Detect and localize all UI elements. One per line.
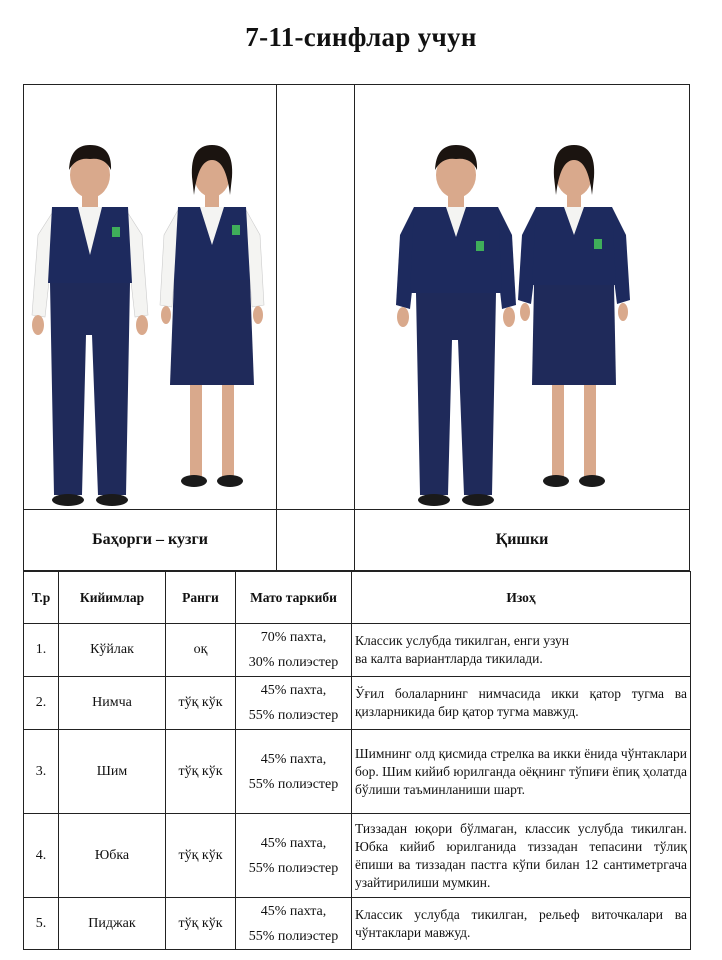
row-note: Шимнинг олд қисмида стрелка ва икки ёнида чўнтаклари бор. Шим кийиб юрилганда оёқнинг тўпиғи ёпиқ ҳолатда бўлиши таъминланиши шарт. [352,730,691,814]
header-item: Кийимлар [59,572,166,624]
row-number: 2. [24,677,59,730]
header-fabric: Мато таркиби [236,572,352,624]
header-number: Т.р [24,572,59,624]
boy-vest-figure [32,145,148,506]
uniform-photos [24,85,691,572]
row-color: тўқ кўк [166,730,236,814]
table-header-row [24,572,691,624]
row-item: Юбка [59,814,166,898]
table-row [24,730,691,814]
table-row [24,814,691,898]
boy-jacket-figure [396,145,516,506]
header-note: Изоҳ [352,572,691,624]
row-item: Кўйлак [59,624,166,677]
row-number: 1. [24,624,59,677]
row-color: оқ [166,624,236,677]
row-note: Тиззадан юқори бўлмаган, классик услубда тикилган. Юбка кийиб юрилганида тиззадан тепасини тўлиқ ёпиши ва тиззадан пастга кўпи билан 12 сантиметргача узайтирилиши мумкин. [352,814,691,898]
table-row [24,898,691,950]
row-note: Ўғил болаларнинг нимчасида икки қатор тугма ва қизларникида бир қатор тугма мавжуд. [352,677,691,730]
row-item: Шим [59,730,166,814]
frame-divider [24,509,689,510]
row-number: 4. [24,814,59,898]
page-title: 7-11-синфлар учун [245,22,477,52]
uniform-spec-table [23,571,691,950]
row-note: Классик услубда тикилган, енги узун ва калта вариантларда тикилади. [352,624,691,677]
row-item: Пиджак [59,898,166,950]
row-fabric: 70% пахта, 30% полиэстер [236,624,352,677]
row-color: тўқ кўк [166,898,236,950]
uniform-photo-panel [23,84,690,571]
girl-vest-figure [160,145,264,487]
row-note: Классик услубда тикилган, рельеф виточкалари ва чўнтаклари мавжуд. [352,898,691,950]
row-color: тўқ кўк [166,814,236,898]
girl-jacket-figure [518,145,630,487]
season-label-winter: Қишки [495,531,549,548]
row-fabric: 45% пахта, 55% полиэстер [236,814,352,898]
frame-divider [354,85,355,570]
row-fabric: 45% пахта, 55% полиэстер [236,730,352,814]
row-item: Нимча [59,677,166,730]
row-fabric: 45% пахта, 55% полиэстер [236,898,352,950]
table-row [24,624,691,677]
season-label-spring-autumn: Баҳорги – кузги [92,531,208,548]
table-row [24,677,691,730]
row-number: 5. [24,898,59,950]
frame-divider [276,85,277,570]
row-number: 3. [24,730,59,814]
header-color: Ранги [166,572,236,624]
row-fabric: 45% пахта, 55% полиэстер [236,677,352,730]
row-color: тўқ кўк [166,677,236,730]
